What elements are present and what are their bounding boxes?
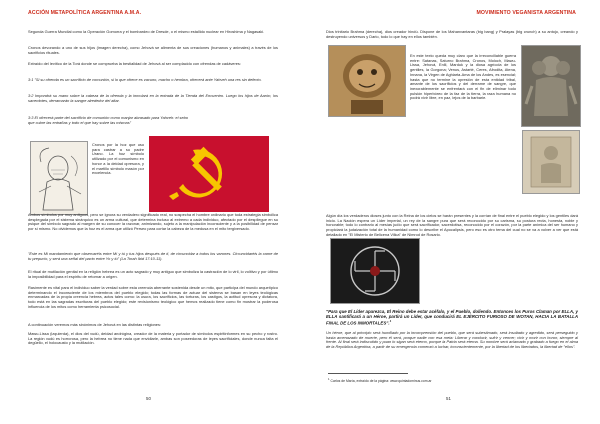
left-page-header: ACCIÓN METAPOLÍTICA ARGENTINA A.M.A.: [28, 10, 142, 16]
left-paragraph-synonyms: A continuación veremos más sinónimos de Jehová en las distintas religiones:: [28, 322, 162, 327]
wotan-symbol-image: [330, 238, 420, 304]
right-paragraph-brahma: Dios trinitario Brahma (derecha), dios creador hindú. Dispone de los Mahanvantaras (big bang) y Pralayas (big crunch) a su antojo, creando y destruyendo universos y Dario, todo lo que hay en ellos también.: [326, 29, 578, 39]
left-paragraph-3: Extraído del levítico de la Torá donde se comprueba la bestialidad de Jehová al ser complacido con ofrendas de cadáveres:: [28, 61, 241, 66]
left-page-number: 50: [146, 396, 151, 401]
right-page: [300, 0, 600, 424]
right-paragraph-heroe: Un héroe, que al principio será humillado por la incomprensión del pueblo, que será subestimado, será insultado y agredido, será perseguido y hasta amenazado de muerte, pero él será, porque nadie con esa meta: Liberar y conducir, sufrir y vencer; vivir y morir con honor, siempre al frente. Al final será indiscutido y puan lo sigan será eterno, porque la Patria será eterna. Su nombre será aclamado y grabado a fuego en el alma de la República Argentina, a partir de su emergencia comenzó a luchar, inconscientemente, por la libertad de los libertados, la libertad de "ellos".: [326, 330, 578, 350]
right-footnote-text: Carlos de María, extraído de la página: www.quintadominus.com.ar: [330, 379, 432, 384]
left-verse-3-3: 3:3 El ofrecerá parte del sacrificio de comunión como manjar abrasado para Yahveh: el sebo que cubre las entrañas y todo el que hay sobre las mismas": [28, 115, 188, 125]
right-footnote: [328, 377, 578, 384]
mawu-lissa-idol-image: [328, 45, 406, 117]
right-quote-lider: [326, 309, 578, 326]
brahma-carving-image: [521, 45, 581, 127]
left-paragraph-2: Cronos devorando a uno de sus hijos (imagen derecha), como Jehová se alimenta de sus creaciones (humanos y animales) a través de los sacrificios rituales.: [28, 45, 278, 55]
left-paragraph-revision: Rasímente es vital para el individuo saber la verdad sobre esta creencia aberrante sostenida desde un mito, que participa del mundo arquetípico determinando el inconsciente de los miembros del pueblo elegido; todas las formas de actuar del sistema se basan en leyes teológicas enmarcadas de la propia creencia hebrea, actos tales como: la usura, los sacrificios, las torturas, los castigos, la actitud opresora y dictatora, todo está en las sagradas escrituras del pueblo elegido; este revisionismo teológico que hemos realizado tiene como fin mostrar la poderosa influencia de los mitos como herramienta psicosocial.: [28, 285, 278, 309]
right-page-number: 51: [446, 396, 451, 401]
left-paragraph-1: Segunda Guerra Mundial como la Operación Gomorra y el bombardeo de Dresde, o el mismo estallido nuclear en Hiroshima y Nagasaki.: [28, 29, 265, 34]
left-paragraph-torah-quote: "Este es Mi mandamiento que observaréis entre Mí y tú y tus hijos después de ti, de circuncidar a todos los varones. Circuncidaréis la carne de tu prepucio, y será una señal del pacto entre Yo y tú" (La Torah Ibid 17:10-11).: [28, 251, 278, 261]
left-verse-3-1: 3:1 "Si su ofrenda es un sacrificio de comunión, si lo que ofrece es vacuno, macho o hembra, ofrecerá ante Yahveh una res sin defecto.: [28, 77, 262, 82]
right-quote-text: "Para que El Líder aparezca, El Reino debe estar acéfalo, y el Pueblo, dolíendo. Entonces los Puros Claman por ELLA, y ELLA santificará a un Héroe, partirá un Líder, que conducirá EL EJÉRCITO FURIOSO DE WOTAN, HACIA LA BATALLA FINAL DE LOS INMORTALES".: [326, 309, 578, 326]
cronos-engraving-image: [30, 141, 88, 215]
right-quote-footnote-ref: 1: [389, 319, 392, 324]
hammer-sickle-flag-image: [149, 136, 269, 212]
footnote-divider: [328, 373, 408, 374]
right-footnote-mark: 1: [328, 377, 330, 381]
left-paragraph-ritual: El ritual de mutilación genital en la religión hebrea es un acto sagrado y muy antiguo que simboliza la castración de lo viril, lo volitivo y por último la imposibilidad para el espíritu de retornar a origen.: [28, 269, 278, 279]
left-paragraph-symbols: Ambos símbolos por muy antiguos, pero se ignora su verdadero significado real, no sospecha el hombre ordinario que toda estrategia simbólica desplegada por el sistema sinárquico es un arma cultural, que determina incluso al extremo a cada individuo, afectado por el despliegue en su psique del símbolo sagrado al margen de su conocer la razonar, animizando, sujeto a la manipulación inconsciente y a la posibilidad de pensar por sí mismo. No olvidemos que la hoz es el arma que utilizó Perseo para cortar la cabeza de la medusa en el mito tergiversado.: [28, 212, 278, 232]
left-paragraph-mawu-lissa: Mawu-Lissa (izquierda), el dios del vudú, deidad andrógina, creador de la materia y portador de símbolos espiritinformes en su pecho y rostro. La región vudú es horrorosa, pero la hebrea no tiene nada que envidiarle, ambas son poseedoras de leyes sacrificiales, donde nunca falta el degüello, el holocausto y la mutilación.: [28, 331, 278, 346]
right-paragraph-guerra: En este texto queda muy claro que la irreconciliable guerra entre: Satanas, Saturno Brahma, Cronos, Moloch, Mawu-Lissa, Jehová, Enlil, Marduk y la diosa agrícola de los gentiles, la Gorgona; Venus, Astarté, Ceres, Afrodita, Atena, Innana, la Virgen de Aghiarta-Ama de los Andes, es esencial; hasta que no termine la opresión de esta entidad tribal, amante de los sacrificios y del derrame de sangre, que inexorablemente se enfrentará con el fin de eliminar todo pulsión hiperbóreo de la faz de la tierra, la raza humana no podrá vivir libre, en paz, lejos de la barbarie.: [410, 53, 516, 101]
left-paragraph-hoz: Cronos por la hoz que uso para castrar a su padre Urano. La hoz símbolo utilizado por el comunismo en honor a la deidad opresora, y el martillo símbolo masón por excelencia.: [92, 142, 144, 176]
right-page-header: MOVIMIENTO VEGANISTA ARGENTINA: [476, 10, 576, 16]
deity-relief-image: [522, 130, 580, 194]
left-verse-3-2: 3:2 Impondrá su mano sobre la cabeza de la ofrenda y la inmolará en la entrada de la Tienda del Encuentro. Luego los hijos de Aarón, los sacerdotes, derramarán la sangre alrededor del altar.: [28, 93, 278, 103]
right-paragraph-dioses: Algún día los verdaderos dioses junto con la Reina de los cielos se harán presentes y la corrían de final entre el pueblo elegido y los gentiles dará inicio. La Nación espera un Líder imperial, un rey de la sangre pura que será reconocido por su carisma, su postura recta, honesta, noble y honorable; todo lo contrario al mesías judío que será sacrificador, sacerdotisa, reconocido por el corazón, por la parte anímica del ser humano y propiciará la judaización total de la humanidad como lo describe el Apocalipsis, pero eso es otro tema del cual no se va a volver a ver que está detallado en "El Misterio de Belicena Villca" de Nimrod de Rosario.: [326, 213, 578, 237]
